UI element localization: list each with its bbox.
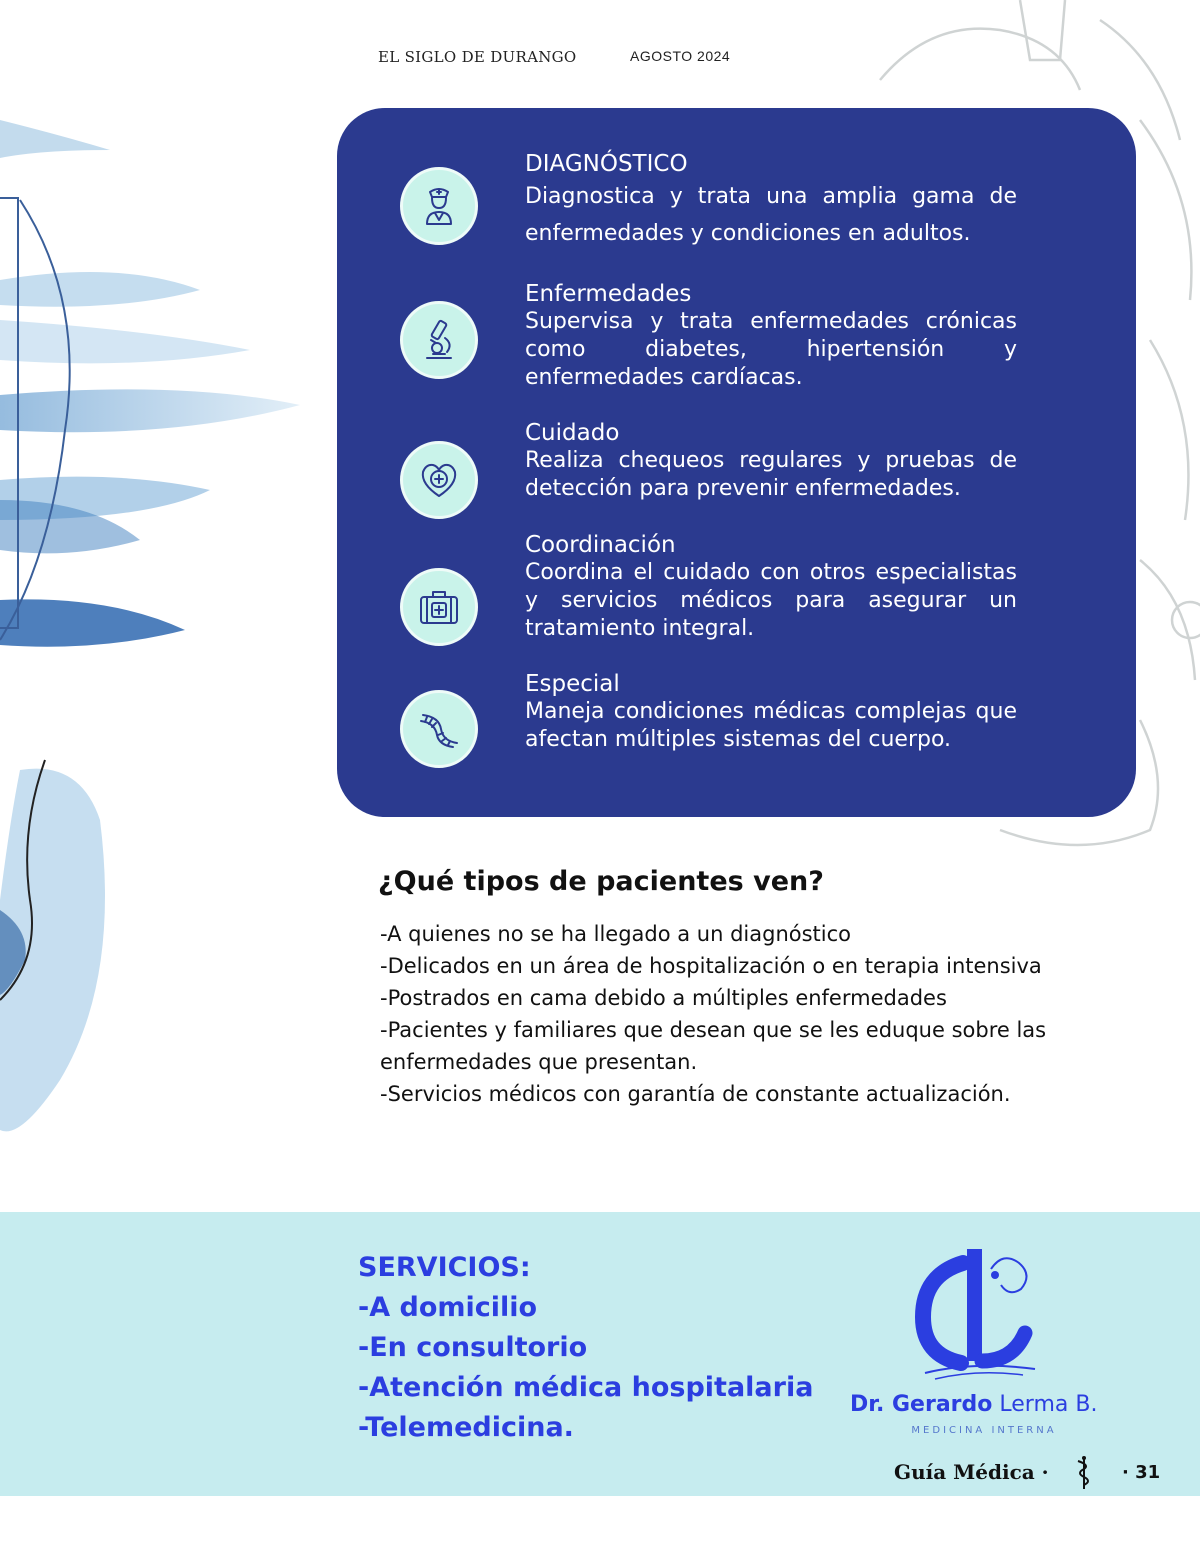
feature-description: Coordina el cuidado con otros especialistas y servicios médicos para asegurar un tratamiento integral. — [525, 560, 1017, 641]
issue-date: AGOSTO 2024 — [630, 48, 731, 64]
feature-title: Enfermedades — [525, 281, 692, 307]
list-item: -En consultorio — [358, 1332, 588, 1363]
services-heading: SERVICIOS: — [358, 1252, 531, 1283]
page-number: · 31 — [1122, 1462, 1161, 1483]
publication-name: EL SIGLO DE DURANGO — [378, 48, 577, 66]
feature-description: Maneja condiciones médicas complejas que afectan múltiples sistemas del cuerpo. — [525, 699, 1017, 752]
list-item: -Delicados en un área de hospitalización o en terapia intensiva — [380, 954, 1042, 978]
dna-icon — [400, 690, 478, 768]
doctor-name-bold: Dr. Gerardo — [850, 1392, 993, 1417]
doctor-specialty: MEDICINA INTERNA — [911, 1425, 1057, 1436]
feature-title: Cuidado — [525, 420, 620, 446]
nurse-icon — [400, 167, 478, 245]
footer-brand: Guía Médica · — [894, 1460, 1049, 1484]
list-item: -Postrados en cama debido a múltiples enfermedades — [380, 986, 947, 1010]
doctor-name — [850, 1392, 1097, 1417]
feature-coordinacion — [525, 531, 1017, 643]
list-item: -Pacientes y familiares que desean que se les eduque sobre las enfermedades que presentan. — [380, 1018, 1047, 1074]
list-item: -A domicilio — [358, 1292, 538, 1323]
feature-description: Diagnostica y trata una amplia gama de enfermedades y condiciones en adultos. — [525, 184, 1017, 246]
feature-enfermedades — [525, 280, 1017, 392]
microscope-icon — [400, 301, 478, 379]
doctor-name-light: Lerma B. — [999, 1392, 1098, 1417]
medical-kit-icon — [400, 568, 478, 646]
heart-plus-icon — [400, 441, 478, 519]
feature-especial — [525, 670, 1017, 754]
feature-title: Coordinación — [525, 532, 676, 558]
feature-description: Supervisa y trata enfermedades crónicas como diabetes, hipertensión y enfermedades cardíacas. — [525, 309, 1017, 390]
list-item: -A quienes no se ha llegado a un diagnóstico — [380, 922, 852, 946]
patients-heading: ¿Qué tipos de pacientes ven? — [378, 866, 824, 897]
list-item: -Telemedicina. — [358, 1412, 574, 1443]
list-item: -Atención médica hospitalaria — [358, 1372, 814, 1403]
services-list — [358, 1248, 813, 1448]
feature-description: Realiza chequeos regulares y pruebas de detección para prevenir enfermedades. — [525, 448, 1017, 501]
feature-title: Especial — [525, 671, 620, 697]
doctor-logo — [905, 1245, 1050, 1385]
list-item: -Servicios médicos con garantía de constante actualización. — [380, 1082, 1011, 1106]
feature-cuidado — [525, 419, 1017, 503]
feature-title: DIAGNÓSTICO — [525, 151, 688, 177]
caduceus-icon — [1068, 1455, 1114, 1491]
feature-diagnostico — [525, 150, 1017, 252]
patients-list — [380, 918, 1150, 1110]
